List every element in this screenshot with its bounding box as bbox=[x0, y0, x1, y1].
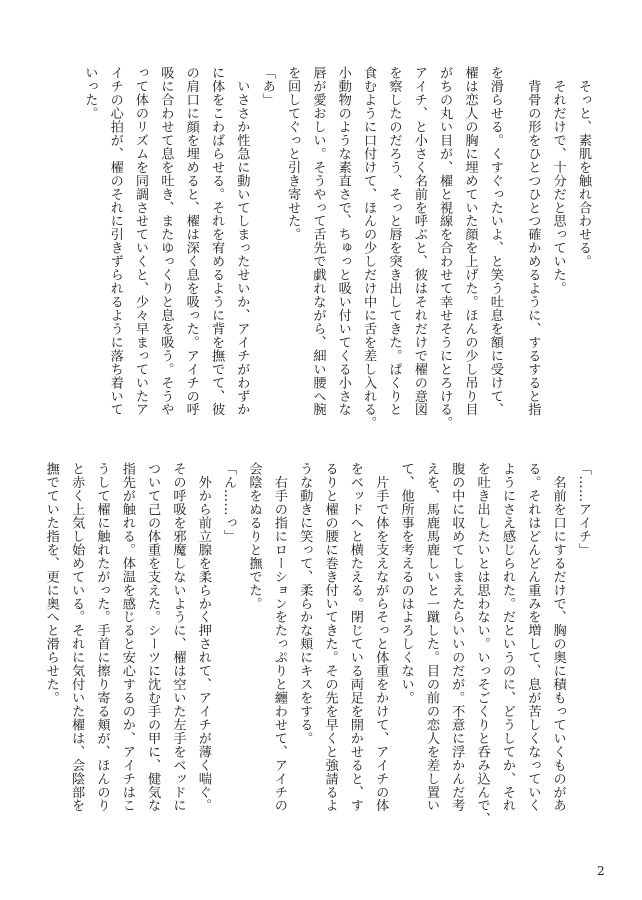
paragraph-line: 小動物のような素直さで、ちゅっと吸い付いてくる小さな bbox=[335, 66, 351, 417]
paragraph-line: 指先が触れる。体温を感じると安心するのか、アイチはこ bbox=[119, 462, 135, 813]
paragraph-line: その呼吸を邪魔しないように、櫂は空いた左手をベッドに bbox=[170, 462, 186, 813]
paragraph-line: がちの丸い目が、櫂と視線を合わせて幸せそうにとろける。 bbox=[437, 66, 453, 430]
paragraph-line: て、他所事を考えるのはよろしくない。 bbox=[398, 462, 414, 705]
paragraph-line: 腹の中に収めてしまえたらいいのだが。不意に浮かんだ考 bbox=[449, 462, 465, 813]
page-number: 2 bbox=[597, 864, 605, 878]
paragraph-line: それだけで、十分だと思っていた。 bbox=[550, 66, 566, 295]
paragraph-line: と赤く上気し始めている。それに気付いた櫂は、会陰部を bbox=[69, 462, 85, 813]
paragraph-line: を回してぐっと引き寄せた。 bbox=[285, 66, 301, 242]
paragraph-line: いささか性急に動いてしまったせいか、アイチがわずか bbox=[234, 66, 250, 417]
paragraph-line: って体のリズムを同調させていくと、少々早まっていたア bbox=[133, 66, 149, 417]
paragraph-line: うな動きに笑って、柔らかな頬にキスをする。 bbox=[297, 462, 313, 745]
paragraph-line: 名前を口にするだけで、胸の奥に積もっていくものがあ bbox=[550, 462, 566, 813]
paragraph-line: を滑らせる。くすぐったいよ、と笑う吐息を額に受けて、 bbox=[487, 66, 503, 417]
paragraph-line: 食むように口付けて、ほんの少しだけ中に舌を差し入れる。 bbox=[361, 66, 377, 430]
paragraph-line: るりと櫂の腰に巻き付いてきた。その先を早くと強請るよ bbox=[322, 462, 338, 813]
paragraph-line: をベッドへと横たえる。閉じている両足を開かせると、す bbox=[347, 462, 363, 813]
paragraph-line: うして櫂に触れたがった。手首に擦り寄る頬が、ほんのり bbox=[94, 462, 110, 813]
paragraph-line: 背骨の形をひとつひとつ確かめるように、するすると指 bbox=[525, 66, 541, 417]
paragraph-line: の肩口に顔を埋めると、櫂は深く息を吸った。アイチの呼 bbox=[183, 66, 199, 417]
paragraph-line: を察したのだろう、そっと唇を突き出してきた。ぱくりと bbox=[386, 66, 402, 417]
paragraph-line: 「ん……っ」 bbox=[221, 462, 237, 543]
paragraph-line: ようにさえ感じられた。だというのに、どうしてか、それ bbox=[499, 462, 515, 813]
text-block-bottom bbox=[38, 462, 596, 834]
paragraph-line: 櫂は恋人の胸に埋めていた顔を上げた。ほんの少し吊り目 bbox=[462, 66, 478, 417]
paragraph-line: 片手で体を支えながらそっと体重をかけて、アイチの体 bbox=[373, 462, 389, 813]
paragraph-line: 外から前立腺を柔らかく押されて、アイチが薄く喘ぐ。 bbox=[195, 462, 211, 813]
paragraph-line: 右手の指にローションをたっぷりと纏わせて、アイチの bbox=[271, 462, 287, 813]
paragraph-line: に体をこわばらせる。それを宥めるように背を撫でて、彼 bbox=[209, 66, 225, 417]
paragraph-line: 撫でていた指を、更に奥へと滑らせた。 bbox=[43, 462, 59, 705]
paragraph-line: 吸に合わせて息を吐き、またゆっくりと息を吸う。そうや bbox=[158, 66, 174, 417]
paragraph-line: そっと、素肌を触れ合わせる。 bbox=[576, 66, 591, 268]
paragraph-line: 「……アイチ」 bbox=[576, 462, 591, 557]
paragraph-line: イチの心拍が、櫂のそれに引きずられるように落ち着いて bbox=[107, 66, 123, 417]
paragraph-line: えを、馬鹿馬鹿しいと一蹴した。目の前の恋人を差し置い bbox=[423, 462, 439, 813]
paragraph-line: 唇が愛おしい。そうやって舌先で戯れながら、細い腰へ腕 bbox=[310, 66, 326, 417]
paragraph-line: いった。 bbox=[82, 66, 98, 120]
paragraph-line: る。それはどんどん重みを増して、息が苦しくなっていく bbox=[525, 462, 541, 813]
paragraph-line: アイチ、と小さく名前を呼ぶと、彼はそれだけで櫂の意図 bbox=[411, 66, 427, 417]
paragraph-line: を吐き出したいとは思わない。いっそごくりと呑み込んで、 bbox=[474, 462, 490, 826]
paragraph-line: ついて己の体重を支えた。シーツに沈む手の甲に、健気な bbox=[145, 462, 161, 813]
paragraph-line: 「あ」 bbox=[259, 66, 275, 107]
paragraph-line: 会陰をぬるりと撫でた。 bbox=[246, 462, 262, 611]
text-block-top bbox=[77, 66, 596, 442]
